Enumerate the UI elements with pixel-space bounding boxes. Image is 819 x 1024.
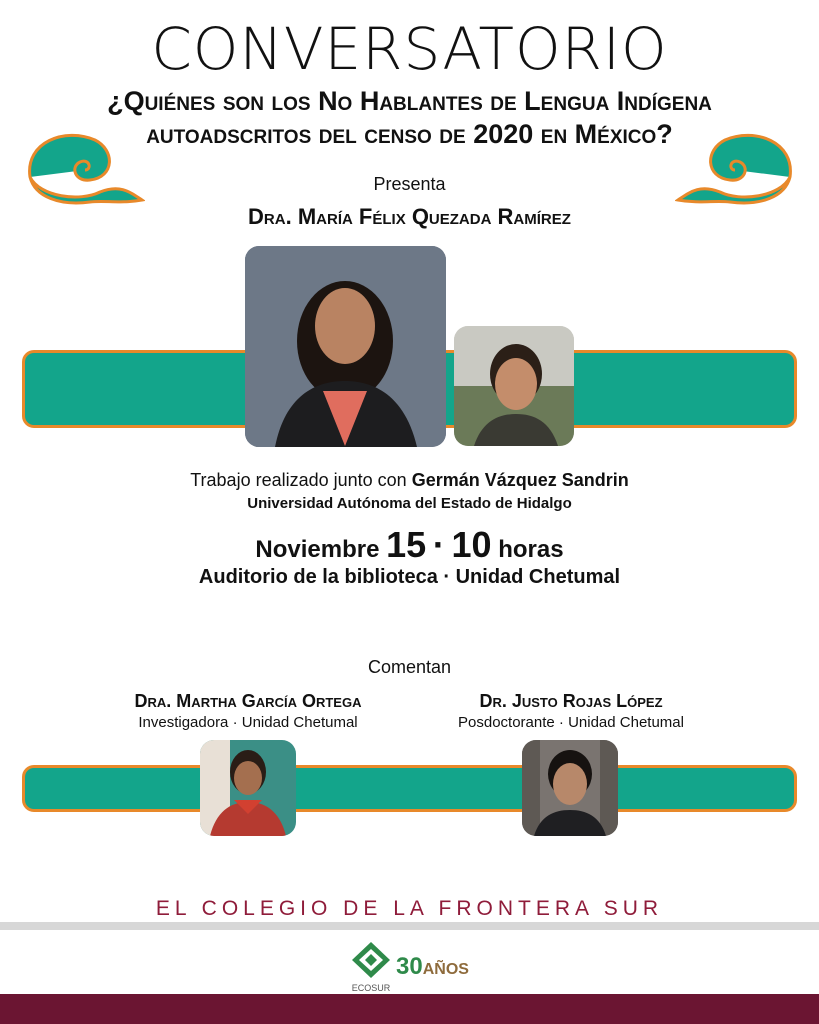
ecosur-logo-label: ECOSUR <box>351 983 391 993</box>
teal-band-bottom <box>22 765 797 812</box>
event-place: Auditorio de la biblioteca · Unidad Chetumal <box>198 566 621 588</box>
event-hour: 10 <box>451 524 492 565</box>
bottom-maroon-bar <box>0 994 819 1024</box>
commentator-2-name: Dr. Justo Rojas López <box>479 691 663 711</box>
collaboration-prefix: Trabajo realizado junto con <box>190 470 407 490</box>
ecosur-logo <box>350 940 392 993</box>
anniversary-word: AÑOS <box>422 961 469 978</box>
event-date-time <box>0 524 819 566</box>
event-day: 15 <box>386 524 427 565</box>
commentator-1-role: Investigadora · Unidad Chetumal <box>138 714 358 731</box>
commentator-1-photo <box>200 740 296 836</box>
anniversary-number: 30 <box>396 953 423 980</box>
date-separator: · <box>432 524 445 565</box>
event-title: CONVERSATORIO <box>151 15 668 83</box>
comentan-label: Comentan <box>367 657 452 677</box>
ecosur-logo-icon <box>350 940 392 980</box>
event-month: Noviembre <box>255 536 380 563</box>
anniversary-logo <box>396 953 469 981</box>
commentator-1-name: Dra. Martha García Ortega <box>134 691 362 711</box>
event-hour-unit: horas <box>498 536 564 563</box>
footer-divider <box>0 922 819 930</box>
collaboration-line <box>0 470 819 491</box>
commentator-2-role: Posdoctorante · Unidad Chetumal <box>458 714 684 731</box>
event-subtitle-line1: ¿Quiénes son los No Hablantes de Lengua Indígena <box>107 86 712 116</box>
presenter-name: Dra. María Félix Quezada Ramírez <box>248 204 571 229</box>
collaborator-institution: Universidad Autónoma del Estado de Hidalgo <box>247 495 572 512</box>
collaborator-photo <box>454 326 574 446</box>
presenter-photo <box>245 246 446 447</box>
institution-name: EL COLEGIO DE LA FRONTERA SUR <box>155 897 664 920</box>
event-subtitle-line2: autoadscritos del censo de 2020 en México? <box>146 119 673 149</box>
commentator-2-photo <box>522 740 618 836</box>
collaborator-name: Germán Vázquez Sandrin <box>411 470 629 490</box>
presenta-label: Presenta <box>373 174 446 194</box>
